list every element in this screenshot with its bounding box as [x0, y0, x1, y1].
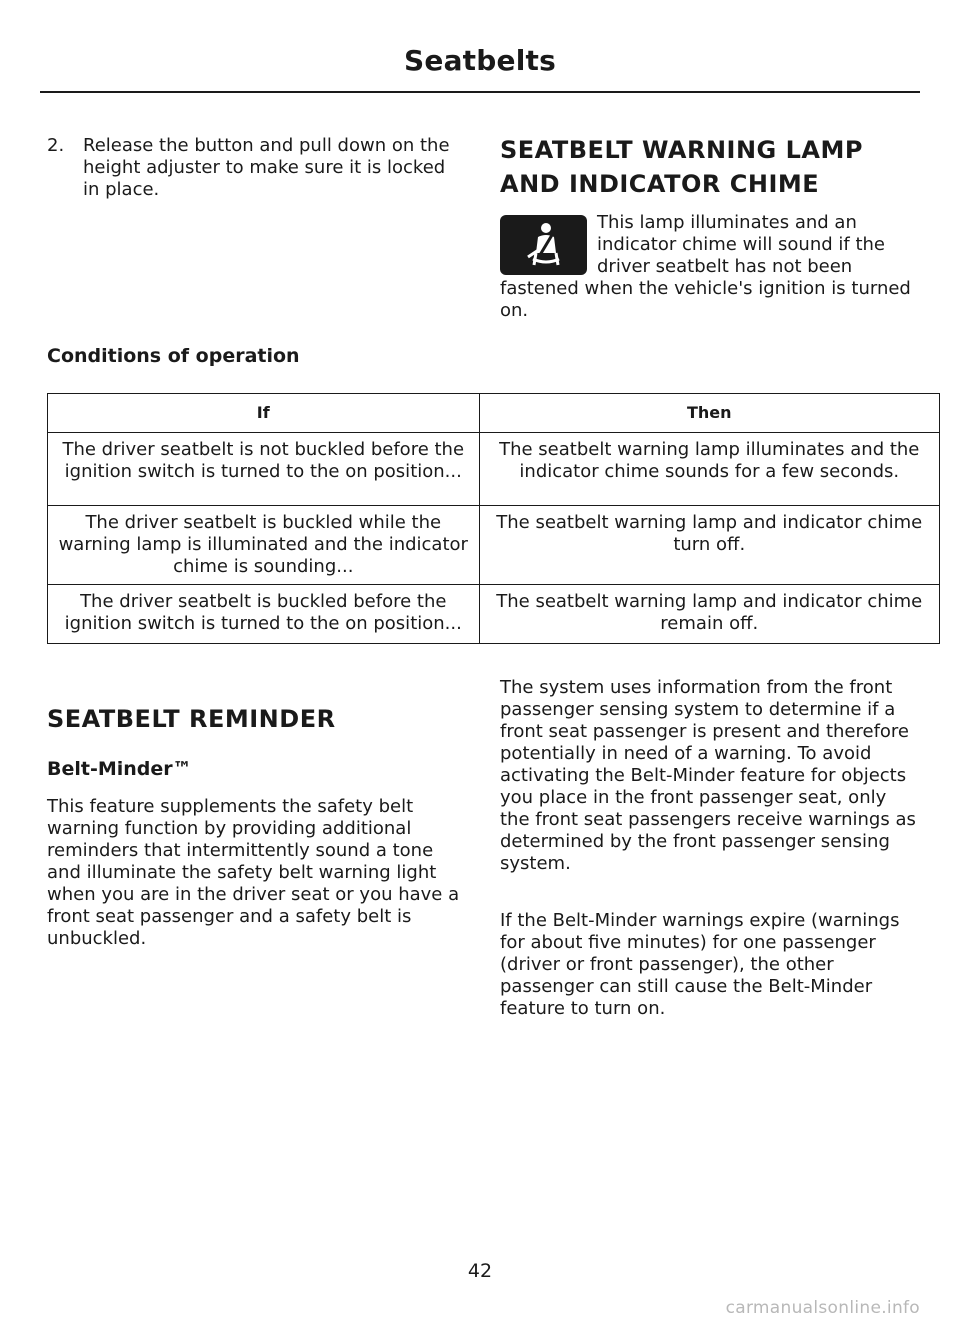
conditions-heading: Conditions of operation — [47, 345, 300, 367]
header-divider — [40, 91, 920, 93]
page-number: 42 — [467, 1260, 493, 1282]
page-title: Seatbelts — [404, 44, 556, 77]
table-cell-then: The seatbelt warning lamp illuminates and the indicator chime sounds for a few seconds. — [479, 433, 939, 506]
step-number: 2. — [47, 135, 65, 156]
table-cell-then: The seatbelt warning lamp and indicator chime remain off. — [479, 585, 939, 644]
belt-minder-subheading: Belt-Minder™ — [47, 758, 192, 780]
table-cell-if: The driver seatbelt is not buckled before the ignition switch is turned to the on position... — [48, 433, 480, 506]
lamp-description — [500, 212, 915, 322]
table-cell-if: The driver seatbelt is buckled while the warning lamp is illuminated and the indicator chime is sounding... — [48, 506, 480, 585]
table-cell-then: The seatbelt warning lamp and indicator chime turn off. — [479, 506, 939, 585]
table-header-row — [48, 394, 940, 433]
column-header-then: Then — [479, 394, 939, 433]
table-row — [48, 433, 940, 506]
table-cell-if: The driver seatbelt is buckled before the ignition switch is turned to the on position... — [48, 585, 480, 644]
warning-expire-paragraph: If the Belt-Minder warnings expire (warnings for about five minutes) for one passenger (driver or front passenger), the other passenger can still cause the Belt-Minder feature to turn on. — [500, 910, 900, 1019]
reminder-heading: SEATBELT REMINDER — [47, 705, 336, 733]
step-item — [47, 135, 467, 201]
lamp-description-text: This lamp illuminates and an indicator chime will sound if the driver seatbelt has not been fastened when the vehicle's ignition is turned on. — [500, 212, 911, 321]
conditions-table — [47, 393, 940, 644]
passenger-sensing-paragraph: The system uses information from the front passenger sensing system to determine if a front seat passenger is present and therefore potentially in need of a warning. To avoid activating the Belt-Minder feature for objects you place in the front passenger seat, only the front seat passengers receive warnings as determined by the front passenger sensing system. — [500, 677, 916, 874]
column-header-if: If — [48, 394, 480, 433]
table-row — [48, 506, 940, 585]
step-text: Release the button and pull down on the height adjuster to make sure it is locked in place. — [83, 135, 450, 200]
table-row — [48, 585, 940, 644]
belt-minder-body: This feature supplements the safety belt warning function by providing additional reminders that intermittently sound a tone and illuminate the safety belt warning light when you are in the driver seat or you have a front seat passenger and a safety belt is unbuckled. — [47, 796, 460, 949]
watermark: carmanualsonline.info — [725, 1298, 920, 1318]
lamp-section-heading: SEATBELT WARNING LAMP AND INDICATOR CHIME — [500, 136, 863, 198]
